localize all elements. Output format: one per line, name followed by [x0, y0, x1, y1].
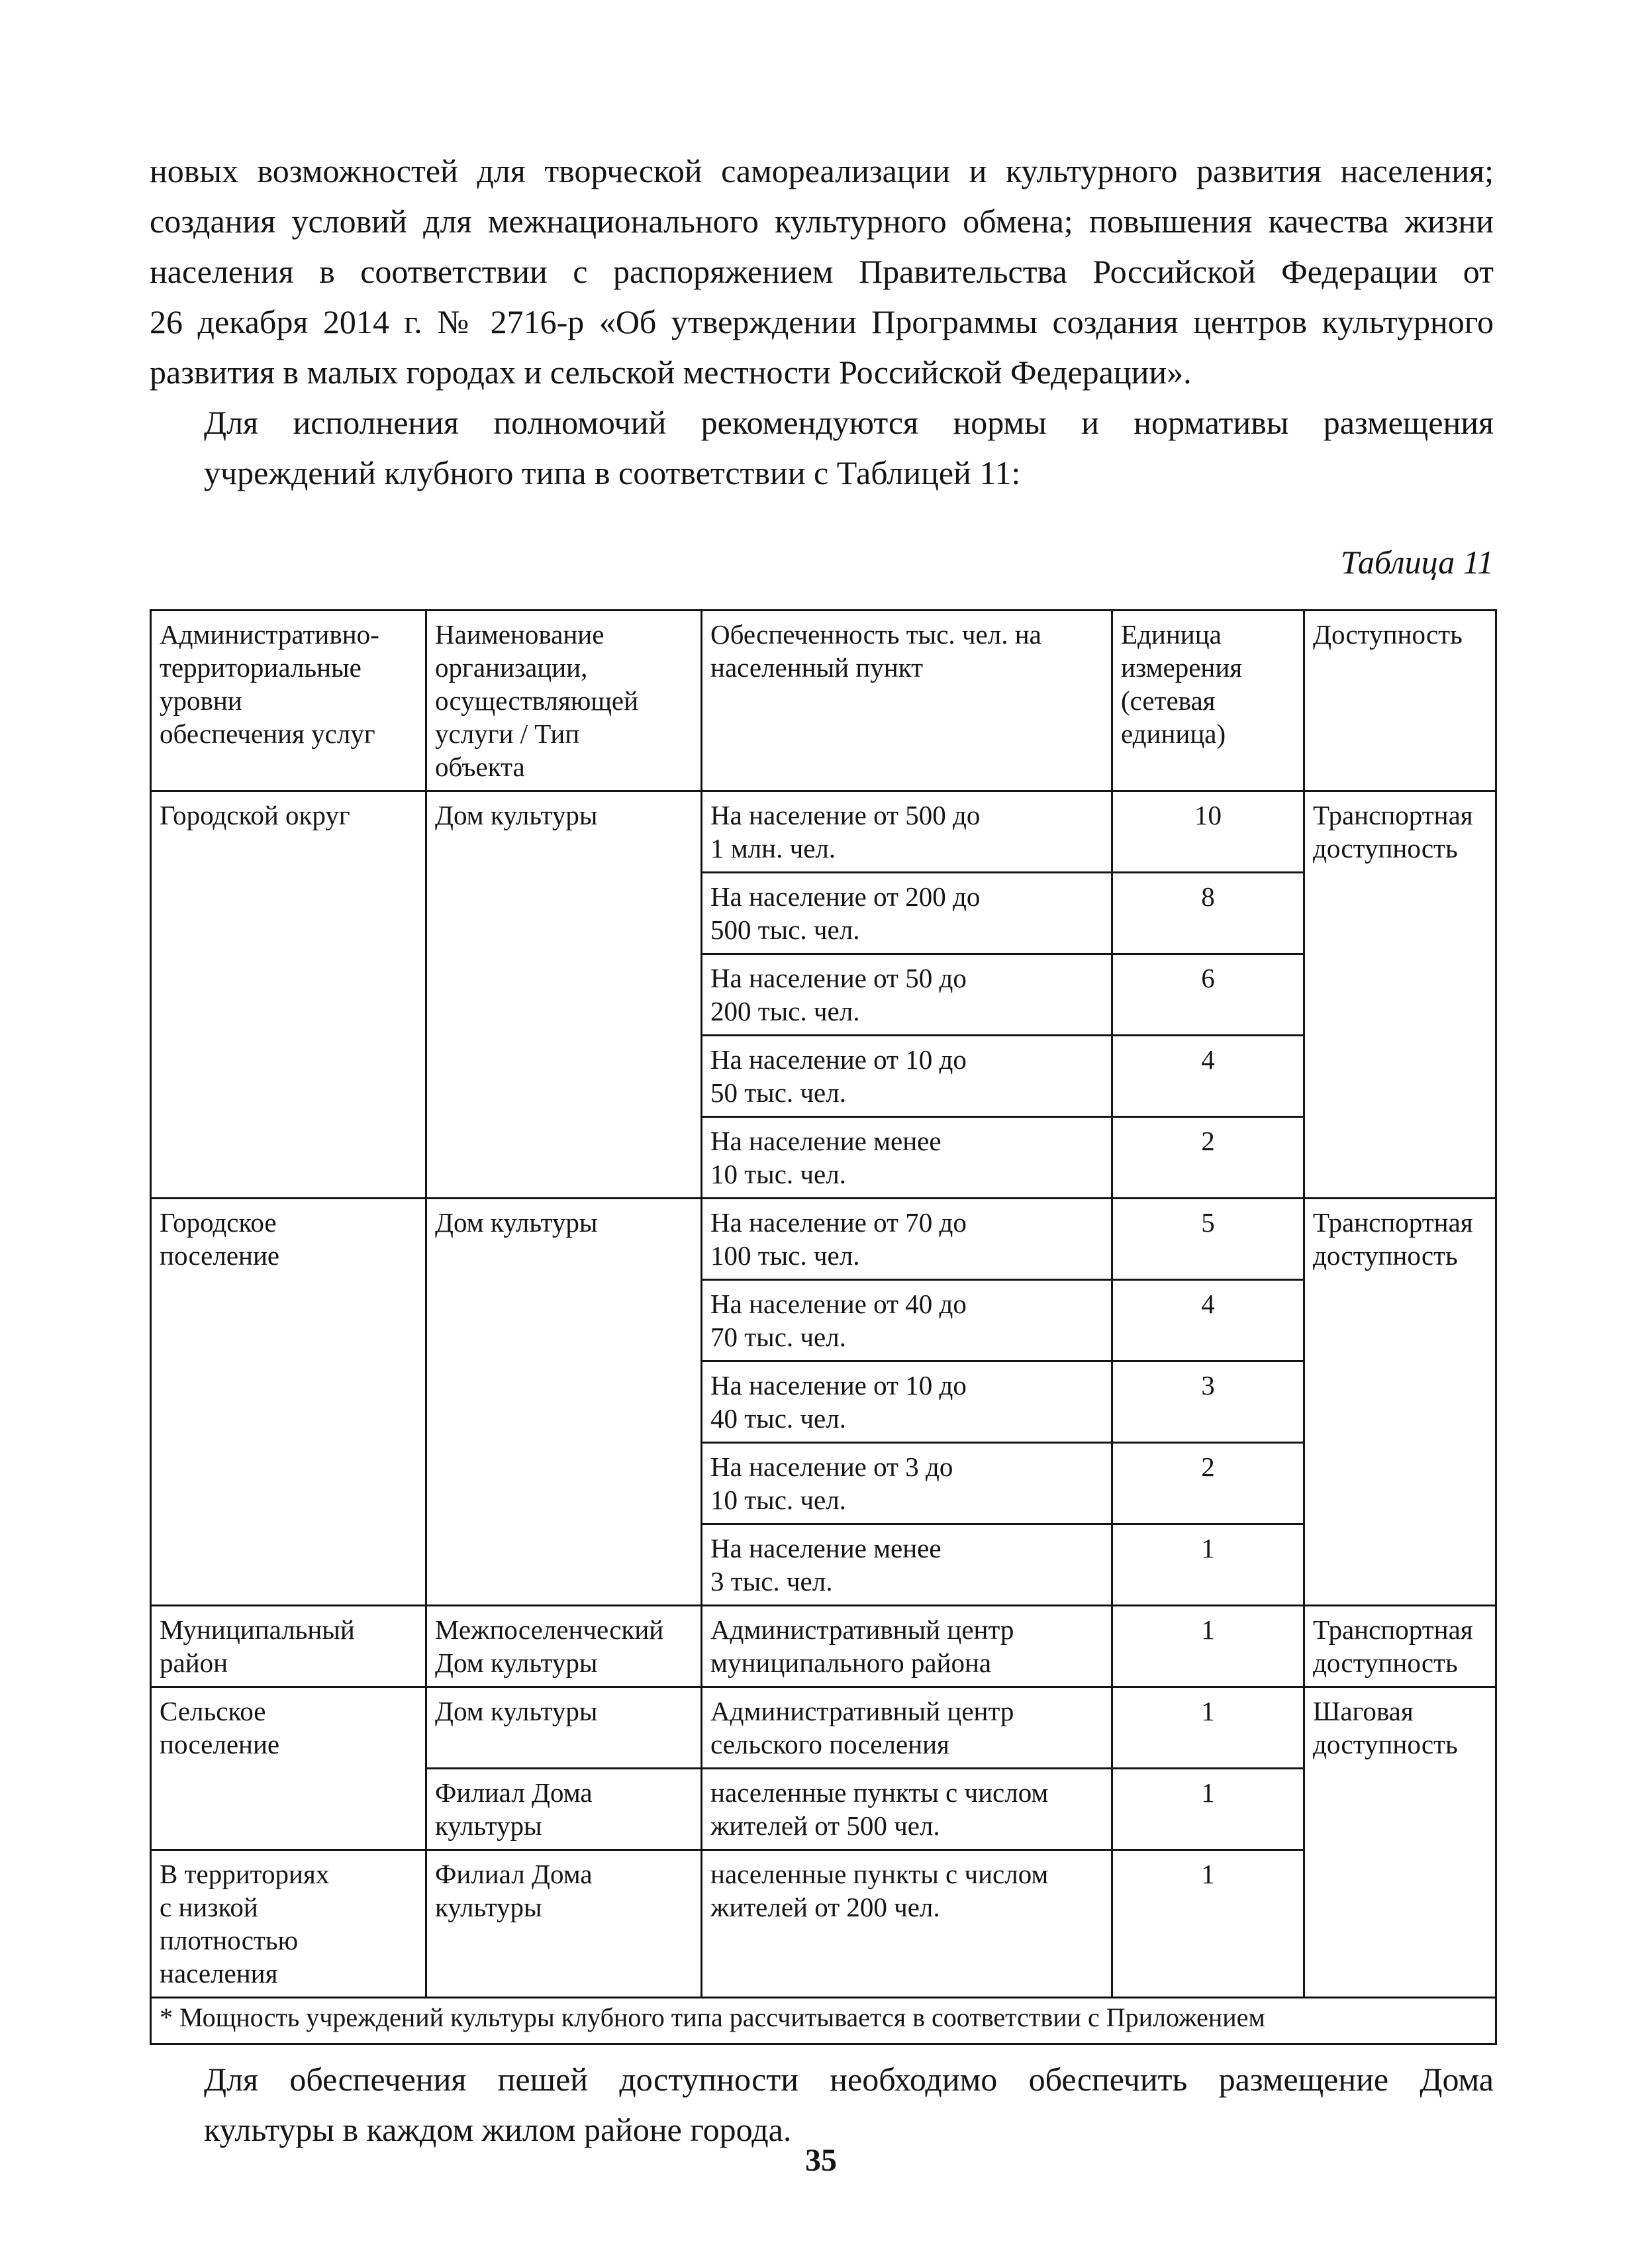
table-row — [151, 1199, 1496, 1280]
coverage-cell: На население от 3 до 10 тыс. чел. — [702, 1443, 1112, 1524]
paragraph-line: 26 декабря 2014 г. № 2716-р «Об утверждении Программы создания центров культурного — [150, 303, 1494, 340]
units-cell: 10 — [1112, 791, 1304, 873]
paragraph-line: учреждений клубного типа в соответствии с Таблицей 11: — [204, 454, 1021, 491]
units-cell: 1 — [1112, 1769, 1304, 1850]
organization-cell: Дом культуры — [426, 1199, 702, 1606]
coverage-cell: На население от 10 до 40 тыс. чел. — [702, 1361, 1112, 1443]
accessibility-cell: Транспортная доступность — [1304, 1199, 1496, 1606]
paragraph-line: культуры в каждом жилом районе города. — [204, 2111, 792, 2148]
paragraph-line: Для исполнения полномочий рекомендуются нормы и нормативы размещения — [204, 404, 1494, 441]
coverage-cell: На население менее 3 тыс. чел. — [702, 1524, 1112, 1606]
coverage-cell: Административный центр муниципального района — [702, 1606, 1112, 1687]
table-caption: Таблица 11 — [1340, 544, 1494, 581]
column-header: Единица измерения (сетевая единица) — [1112, 611, 1304, 791]
column-header: Административно- территориальные уровни обеспечения услуг — [151, 611, 426, 791]
coverage-cell: На население от 200 до 500 тыс. чел. — [702, 873, 1112, 954]
table-row — [151, 1850, 1496, 1998]
units-cell: 1 — [1112, 1606, 1304, 1687]
admin-level-cell: Городской округ — [151, 791, 426, 1199]
admin-level-cell: Муниципальный район — [151, 1606, 426, 1687]
paragraph-line: создания условий для межнационального культурного обмена; повышения качества жизни — [150, 203, 1494, 240]
table-footnote-row — [151, 1998, 1496, 2044]
units-cell: 4 — [1112, 1036, 1304, 1117]
coverage-cell: населенные пункты с числом жителей от 200 чел. — [702, 1850, 1112, 1998]
column-header: Наименование организации, осуществляющей услуги / Тип объекта — [426, 611, 702, 791]
coverage-cell: На население менее 10 тыс. чел. — [702, 1117, 1112, 1199]
closing-paragraph — [150, 2054, 1494, 2155]
accessibility-cell: Транспортная доступность — [1304, 791, 1496, 1199]
table-row — [151, 1606, 1496, 1687]
table-row — [151, 791, 1496, 873]
column-header: Доступность — [1304, 611, 1496, 791]
table-header-row — [151, 611, 1496, 791]
organization-cell: Дом культуры — [426, 1687, 702, 1769]
accessibility-cell: Шаговая доступность — [1304, 1687, 1496, 1998]
paragraph-line: развития в малых городах и сельской местности Российской Федерации». — [150, 354, 1192, 391]
units-cell: 1 — [1112, 1687, 1304, 1769]
norms-table — [150, 609, 1497, 2045]
paragraph-line: новых возможностей для творческой самореализации и культурного развития населения; — [150, 152, 1494, 189]
page-number: 35 — [805, 2143, 837, 2178]
intro-paragraph — [150, 146, 1494, 397]
coverage-cell: На население от 40 до 70 тыс. чел. — [702, 1280, 1112, 1361]
coverage-cell: Административный центр сельского поселения — [702, 1687, 1112, 1769]
recommendation-paragraph — [150, 397, 1494, 498]
table-row — [151, 1687, 1496, 1769]
units-cell: 1 — [1112, 1524, 1304, 1606]
units-cell: 8 — [1112, 873, 1304, 954]
organization-cell: Межпоселенческий Дом культуры — [426, 1606, 702, 1687]
units-cell: 1 — [1112, 1850, 1304, 1998]
coverage-cell: На население от 50 до 200 тыс. чел. — [702, 954, 1112, 1036]
admin-level-cell: Городское поселение — [151, 1199, 426, 1606]
units-cell: 2 — [1112, 1117, 1304, 1199]
admin-level-cell: В территориях с низкой плотностью населения — [151, 1850, 426, 1998]
table-footnote: * Мощность учреждений культуры клубного типа рассчитывается в соответствии с Приложением — [151, 1998, 1496, 2044]
coverage-cell: На население от 70 до 100 тыс. чел. — [702, 1199, 1112, 1280]
accessibility-cell: Транспортная доступность — [1304, 1606, 1496, 1687]
paragraph-line: Для обеспечения пешей доступности необходимо обеспечить размещение Дома — [204, 2061, 1494, 2098]
organization-cell: Дом культуры — [426, 791, 702, 1199]
units-cell: 3 — [1112, 1361, 1304, 1443]
paragraph-line: населения в соответствии с распоряжением Правительства Российской Федерации от — [150, 253, 1494, 290]
organization-cell: Филиал Дома культуры — [426, 1850, 702, 1998]
units-cell: 4 — [1112, 1280, 1304, 1361]
admin-level-cell: Сельское поселение — [151, 1687, 426, 1850]
units-cell: 2 — [1112, 1443, 1304, 1524]
coverage-cell: На население от 10 до 50 тыс. чел. — [702, 1036, 1112, 1117]
organization-cell: Филиал Дома культуры — [426, 1769, 702, 1850]
units-cell: 5 — [1112, 1199, 1304, 1280]
units-cell: 6 — [1112, 954, 1304, 1036]
coverage-cell: На население от 500 до 1 млн. чел. — [702, 791, 1112, 873]
coverage-cell: населенные пункты с числом жителей от 500 чел. — [702, 1769, 1112, 1850]
column-header: Обеспеченность тыс. чел. на населенный пункт — [702, 611, 1112, 791]
